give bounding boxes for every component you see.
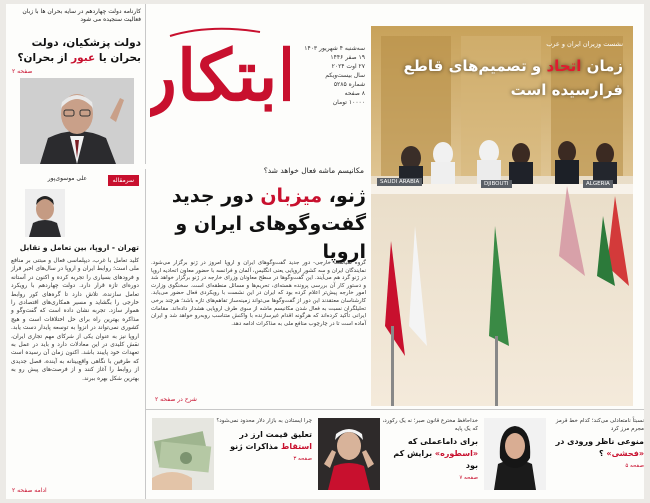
editorial-tag: سرمقاله [108, 175, 139, 186]
legend-photo [318, 418, 380, 490]
teaser-title-accent: «اسطوره» [434, 449, 478, 458]
photo-headline-end: و تصمیم‌های قاطع فرارسیده است [403, 57, 623, 99]
teaser-title-accent: «فحشی» [606, 449, 644, 458]
issue-line: ۸ صفحه [344, 90, 365, 97]
photo-kicker: نشست وزیران ایران و عرب [546, 40, 623, 48]
nameplate-label: DJIBOUTI [481, 180, 512, 188]
lead-headline-part: ژنو، [328, 185, 366, 207]
teaser-kicker: چرا ایستادن به بازار دلار محدود نمی‌شود؟ [216, 418, 312, 424]
nameplate-label: SAUDI ARABIA [377, 178, 422, 186]
teaser-headline-accent: عبور [71, 52, 96, 64]
currency-photo [152, 418, 214, 490]
champion-portrait-image [318, 418, 380, 490]
teaser-title [548, 436, 644, 460]
lead-story[interactable] [151, 164, 366, 404]
newspaper-page [6, 4, 644, 499]
teaser-more-link[interactable]: صفحه ۲ [12, 68, 33, 75]
lead-supra: مکانیسم ماشه فعال خواهد شد؟ [263, 166, 364, 175]
editorial-author: علی موسوی‌پور [47, 175, 87, 182]
teaser-headline-mid: یا [98, 52, 107, 64]
teaser-minister[interactable] [482, 414, 644, 498]
teaser-portrait [20, 78, 134, 164]
lead-headline-accent: میزبان [260, 185, 323, 207]
issue-line: ۱۹ صفر ۱۴۴۶ [330, 54, 365, 61]
photo-headline-accent: اتحاد [546, 57, 582, 75]
dollar-bills-image [152, 418, 214, 490]
lead-headline-part: دور جدید [171, 185, 254, 207]
teaser-headline [9, 36, 141, 66]
author-portrait [25, 189, 65, 237]
teaser-more-link[interactable]: صفحه ۳ [293, 455, 312, 462]
issue-line: شماره ۵۲۸۵ [333, 81, 365, 88]
teaser-legend[interactable] [316, 414, 480, 498]
issue-line: سه‌شنبه ۴ شهریور ۱۴۰۳ [304, 45, 365, 52]
teaser-title-part: تعلیق قیمت ارز در [239, 429, 312, 439]
teaser-title-part: منوعی ناظر ورودی در [555, 437, 644, 446]
minister-photo [484, 418, 546, 490]
issue-line: ۱۰۰۰۰ تومان [332, 99, 365, 106]
issue-line: ۲۷ اوت ۲۰۲۴ [331, 63, 365, 70]
teaser-title-end: مذاکرات ژنو [230, 441, 279, 451]
teaser-title-end: ؟ [598, 449, 604, 458]
issue-info [291, 44, 365, 107]
editorial-column[interactable] [6, 169, 146, 499]
bottom-teasers [146, 409, 644, 499]
newspaper-logo[interactable] [150, 12, 290, 132]
cover-photo[interactable] [371, 26, 633, 406]
teaser-more-link[interactable]: صفحه ۵ [625, 463, 644, 469]
teaser-headline-end: از بحران؟ [17, 52, 68, 64]
lead-headline-line2: گفت‌وگوهای ایران و اروپا [175, 213, 366, 263]
president-portrait-image [20, 78, 134, 164]
teaser-currency[interactable] [150, 414, 314, 498]
lead-more-link[interactable]: شرح در صفحه ۲ [155, 396, 197, 403]
teaser-title-accent: استقاط [281, 441, 312, 451]
editorial-title: تهران - اروپا، بین تعامل و تقابل [19, 243, 139, 252]
teaser-title-part: برای داماعملی که [407, 437, 478, 446]
teaser-kicker: خداحافظ مخترع قانون صبر؛ نه یک رکورد، که یک پایه [382, 418, 478, 432]
masthead [146, 4, 371, 164]
photo-headline-part: زمان [586, 57, 623, 75]
logo-wordmark: ابتکار [150, 34, 290, 117]
top-teaser[interactable] [6, 4, 146, 164]
author-portrait-image [25, 189, 65, 237]
teaser-text [382, 418, 478, 481]
logo-artwork [150, 12, 290, 132]
editorial-body: کلید تعامل با غرب، دیپلماسی فعال و مبتنی بر منافع ملی است؛ روابط ایران و اروپا در سال‌های اخیر فراز و فرودهای بسیاری را تجربه کرده و اکنون در آستانه دوره‌ای تازه قرار دارد. دولت چهاردهم با رویکرد تعامل سازنده، تلاش دارد تا گره‌های کور روابط خارجی را بگشاید و مسیر همکاری‌های اقتصادی را هموار سازد. تجربه نشان داده است که گفت‌وگو و مذاکره بهترین راه برای حل اختلافات است و هیچ کشوری نمی‌تواند در انزوا به توسعه پایدار دست یابد. اروپا نیز به عنوان یکی از شرکای مهم تجاری ایران، نقش کلیدی در این معادلات دارد و باید در عمل به تعهدات خود پایبند باشد. اکنون زمان آن رسیده است که طرفین با نگاهی واقع‌بینانه به آینده، فصل جدیدی از روابط را آغاز کنند و از فرصت‌های پیش رو به بهترین شکل بهره ببرند. [11, 258, 139, 382]
issue-line: سال بیست‌ویکم [325, 72, 365, 79]
teaser-kicker: نسبتاً نامتعادلی می‌کند؛ کدام خط قرمز مجرم مرز کرد [555, 418, 644, 432]
teaser-headline-part: دولت پزشکیان، دولت بحران [31, 37, 141, 64]
lead-headline [151, 182, 366, 266]
teaser-title [216, 429, 312, 453]
teaser-title-end: برایش کم بود [393, 449, 478, 470]
woman-portrait-image [484, 418, 546, 490]
editorial-more-link[interactable]: ادامه صفحه ۲ [12, 487, 47, 494]
teaser-text [216, 418, 312, 462]
teaser-more-link[interactable]: صفحه ۷ [459, 475, 478, 481]
lead-body: گروه سیاست خارجی- دور جدید گفت‌وگوهای ایران و اروپا امروز در ژنو برگزار می‌شود. نمایندگان ایران و سه کشور اروپایی یعنی انگلیس، آلمان و فرانسه با حضور معاون اتحادیه اروپا در ژنو گرد هم می‌آیند. این گفت‌وگوها در سطح معاونان وزرای خارجه در ژنو برگزار خواهد شد و دستور کار آن بررسی پرونده هسته‌ای، تحریم‌ها و مسائل منطقه‌ای است. سخنگوی وزارت امور خارجه پیش‌تر اعلام کرده بود که ایران در این نشست با رویکردی فعال حضور می‌یابد. کارشناسان معتقدند این دور از گفت‌وگوها می‌تواند زمینه‌ساز تفاهم‌های تازه باشد؛ هرچند برخی تحلیلگران نسبت به فعال شدن مکانیسم ماشه از سوی طرف اروپایی هشدار داده‌اند. مقامات ایرانی تأکید کرده‌اند که هرگونه اقدام غیرسازنده با واکنش متناسب روبه‌رو خواهد شد و ایران آماده است تا در چارچوب منافع ملی به مذاکرات ادامه دهد. [151, 260, 366, 327]
teaser-text [548, 418, 644, 469]
teaser-lede: کارنامه دولت چهاردهم در سایه بحران ها با زبان فعالیت سنجیده می شود [22, 8, 141, 23]
nameplate-label: ALGERIA [583, 180, 613, 188]
teaser-title [382, 436, 478, 472]
photo-headline [383, 54, 623, 102]
